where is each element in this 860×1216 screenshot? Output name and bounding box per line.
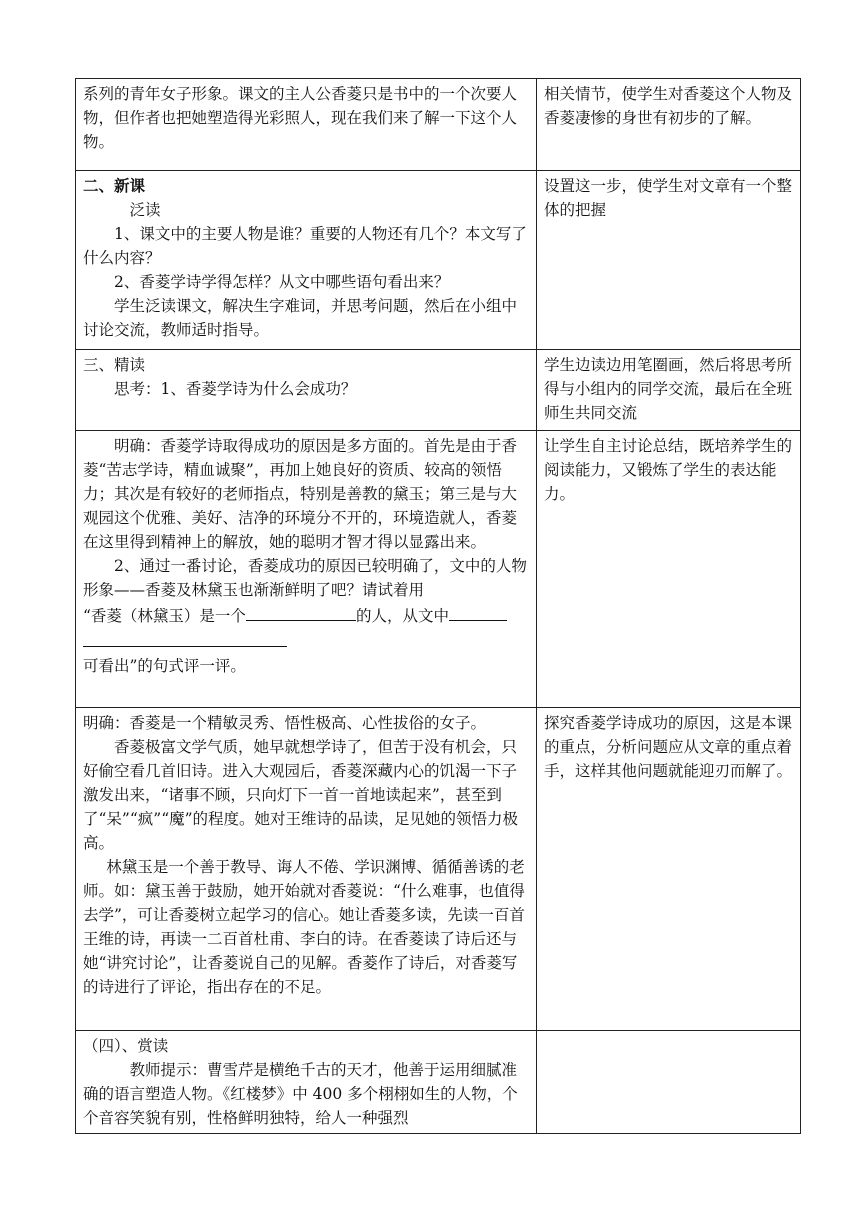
table-row xyxy=(76,171,801,350)
content-cell xyxy=(76,1031,537,1134)
table-row xyxy=(76,79,801,171)
fill-blank-sentence: “香菱（林黛玉）是一个 的人，从文中 xyxy=(83,602,530,628)
answer-blank[interactable] xyxy=(449,602,507,621)
table-row xyxy=(76,431,801,708)
table-row xyxy=(76,1031,801,1134)
paragraph: 2、香菱学诗学得怎样？从文中哪些语句看出来？ xyxy=(114,273,450,291)
content-cell xyxy=(76,431,537,708)
paragraph: 1、课文中的主要人物是谁？重要的人物还有几个？本文写了什么内容？ xyxy=(83,225,527,267)
paragraph: 思考：1、香菱学诗为什么会成功？ xyxy=(114,380,357,398)
lesson-plan-table xyxy=(75,78,801,1134)
paragraph: 明确：香菱学诗取得成功的原因是多方面的。首先是由于香菱“苦志学诗，精血诚聚”，再加上她良好的资质、较高的领悟力；其次是有较好的老师指点，特别是善教的黛玉；第三是与大观园这个优雅、美好、洁净的环境分不开的，环境造就人，香菱在这里得到精神上的解放，她的聪明才智才得以显露出来。 xyxy=(83,437,518,551)
paragraph: 学生泛读课文，解决生字难词，并思考问题，然后在小组中讨论交流，教师适时指导。 xyxy=(83,297,518,339)
design-note: 相关情节，使学生对香菱这个人物及香菱凄惨的身世有初步的了解。 xyxy=(544,85,793,127)
paragraph: 明确：香菱是一个精敏灵秀、悟性极高、心性拔俗的女子。 xyxy=(83,714,487,732)
table-row xyxy=(76,708,801,1031)
design-note: 学生边读边用笔圈画，然后将思考所得与小组内的同学交流，最后在全班师生共同交流 xyxy=(544,356,793,422)
section-heading: 二、新课 xyxy=(83,176,146,195)
paragraph: 林黛玉是一个善于教导、诲人不倦、学识渊博、循循善诱的老师。如：黛玉善于鼓励，她开始就对香菱说：“什么难事，也值得去学”，可让香菱树立起学习的信心。她让香菱多读，先读一百首王维的诗，再读一二百首杜甫、李白的诗。在香菱读了诗后还与她“讲究讨论”，让香菱说自己的见解。香菱作了诗后，对香菱写的诗进行了评论，指出存在的不足。 xyxy=(83,858,525,996)
table-row xyxy=(76,350,801,431)
section-heading: 三、精读 xyxy=(83,356,146,374)
paragraph: 香菱极富文学气质，她早就想学诗了，但苦于没有机会，只好偷空看几首旧诗。进入大观园后，香菱深藏内心的饥渴一下子激发出来，“诸事不顾，只向灯下一首一首地读起来”，甚至到了“呆”“疯”“魔”的程度。她对王维诗的品读，足见她的领悟力极高。 xyxy=(83,738,519,852)
design-note: 探究香菱学诗成功的原因，这是本课的重点，分析问题应从文章的重点着手，这样其他问题就能迎刃而解了。 xyxy=(544,714,793,780)
design-note-cell xyxy=(537,1031,801,1134)
content-cell xyxy=(76,79,537,171)
design-note-cell xyxy=(537,79,801,171)
design-note-cell xyxy=(537,431,801,708)
paragraph: 泛读 xyxy=(129,201,161,219)
design-note-cell xyxy=(537,708,801,1031)
content-cell xyxy=(76,171,537,350)
answer-blank[interactable] xyxy=(246,602,356,621)
paragraph: 系列的青年女子形象。课文的主人公香菱只是书中的一个次要人物，但作者也把她塑造得光彩照人，现在我们来了解一下这个人物。 xyxy=(83,85,518,151)
answer-blank[interactable] xyxy=(83,628,287,647)
paragraph: 可看出”的句式评一评。 xyxy=(83,657,246,675)
paragraph: 2、通过一番讨论，香菱成功的原因已较明确了，文中的人物形象——香菱及林黛玉也渐渐鲜明了吧？请试着用 xyxy=(83,557,527,599)
paragraph: 教师提示：曹雪芹是横绝千古的天才，他善于运用细腻准确的语言塑造人物。《红楼梦》中 400 多个栩栩如生的人物，个个音容笑貌有别，性格鲜明独特，给人一种强烈 xyxy=(83,1061,518,1127)
design-note-cell xyxy=(537,350,801,431)
design-note: 设置这一步，使学生对文章有一个整体的把握 xyxy=(544,177,793,219)
content-cell xyxy=(76,708,537,1031)
design-note-cell xyxy=(537,171,801,350)
content-cell xyxy=(76,350,537,431)
design-note: 让学生自主讨论总结，既培养学生的阅读能力，又锻炼了学生的表达能力。 xyxy=(544,437,793,503)
section-heading: （四）、赏读 xyxy=(83,1037,169,1055)
